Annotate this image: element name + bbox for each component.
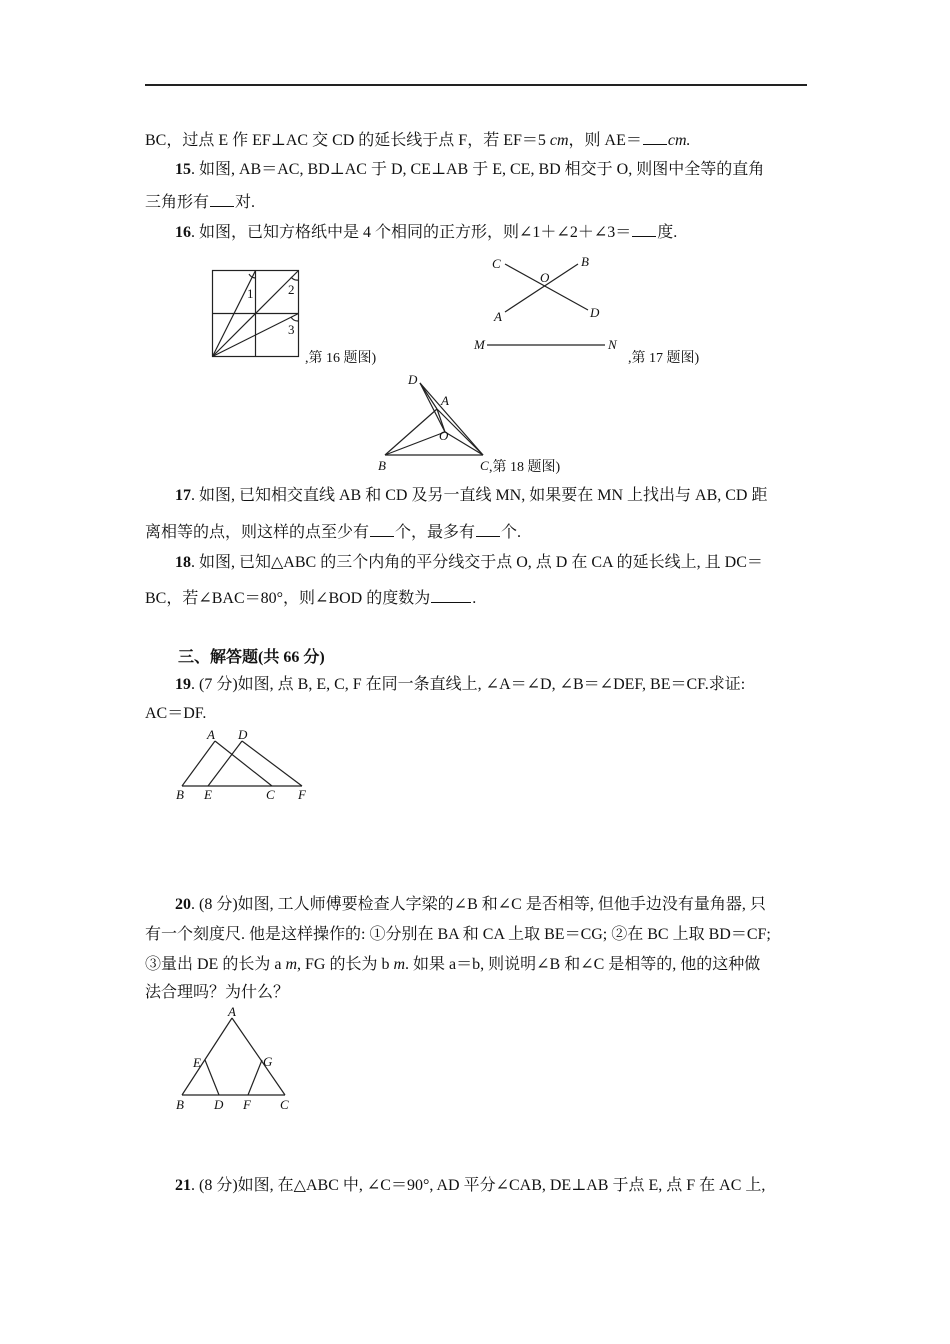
- figure-19-triangles: [172, 728, 322, 808]
- angle-label: 1: [247, 286, 254, 301]
- point-label: B: [176, 1097, 184, 1112]
- q17-line2: 离相等的点，则这样的点至少有 个，最多有 个.: [145, 520, 521, 543]
- point-label: N: [608, 337, 617, 352]
- point-label: D: [238, 727, 248, 742]
- q19-line2: AC＝DF.: [145, 705, 207, 722]
- point-label: C: [266, 787, 275, 802]
- segment-fg: [248, 1060, 262, 1095]
- answer-blank[interactable]: [643, 128, 667, 145]
- bisector-b: [385, 432, 445, 455]
- answer-blank[interactable]: [210, 190, 234, 207]
- figure-18-triangle: [375, 372, 495, 472]
- answer-blank[interactable]: [476, 520, 500, 537]
- segment-dc: [420, 383, 483, 455]
- point-label: E: [193, 1055, 201, 1070]
- q20-line2: 有一个刻度尺. 他是这样操作的: ①分别在 BA 和 CA 上取 BE＝CG; ②在 BC 上取 BD＝CF;: [145, 926, 771, 943]
- point-label: F: [298, 787, 306, 802]
- angle-arc-3: [291, 317, 299, 321]
- figure-16-caption: ,第 16 题图): [305, 351, 377, 366]
- figure-20-truss: [172, 1004, 302, 1114]
- figure-17-caption: ,第 17 题图): [628, 351, 700, 366]
- figure-16-grid: [212, 270, 302, 360]
- point-label: C: [280, 1097, 289, 1112]
- figure-17-lines: [470, 252, 630, 352]
- point-label: O: [439, 428, 449, 443]
- point-label: E: [204, 787, 212, 802]
- side-ac: [215, 741, 272, 786]
- q17-line1: 17. 如图, 已知相交直线 AB 和 CD 及另一直线 MN, 如果要在 MN 上找出与 AB, CD 距: [175, 487, 768, 504]
- header-rule: [145, 84, 807, 86]
- point-label: D: [214, 1097, 224, 1112]
- q21-line1: 21. (8 分)如图, 在△ABC 中, ∠C＝90°, AD 平分∠CAB, DE⊥AB 于点 E, 点 F 在 AC 上,: [175, 1177, 766, 1194]
- point-label: C: [492, 256, 501, 271]
- point-label: M: [474, 337, 485, 352]
- point-label: A: [441, 393, 449, 408]
- q16-line: 16. 如图，已知方格纸中是 4 个相同的正方形，则∠1＋∠2＋∠3＝ 度.: [175, 220, 677, 243]
- angle-label: 2: [288, 282, 295, 297]
- point-label: A: [228, 1004, 236, 1019]
- q18-line1: 18. 如图, 已知△ABC 的三个内角的平分线交于点 O, 点 D 在 CA 的延长线上, 且 DC＝: [175, 554, 763, 571]
- point-label: C: [480, 458, 489, 473]
- answer-blank[interactable]: [431, 586, 471, 603]
- point-label: B: [378, 458, 386, 473]
- q18-line2: BC，若∠BAC＝80°，则∠BOD 的度数为 .: [145, 586, 476, 609]
- side-ed: [208, 741, 242, 786]
- section-heading: 三、解答题(共 66 分): [178, 649, 325, 666]
- point-label: A: [494, 309, 502, 324]
- point-label: A: [207, 727, 215, 742]
- point-label: D: [408, 372, 418, 387]
- side-df: [242, 741, 302, 786]
- figure-18-caption: ,第 18 题图): [489, 460, 561, 475]
- answer-blank[interactable]: [370, 520, 394, 537]
- point-label: F: [243, 1097, 251, 1112]
- answer-blank[interactable]: [632, 220, 656, 237]
- side-ac: [232, 1018, 285, 1095]
- angle-label: 3: [288, 322, 295, 337]
- q20-line4: 法合理吗？为什么？: [145, 984, 290, 1001]
- q15-line2: 三角形有 对.: [145, 190, 255, 213]
- q20-line3: ③量出 DE 的长为 a m, FG 的长为 b m. 如果 a＝b, 则说明∠B 和∠C 是相等的, 他的这种做: [145, 956, 761, 973]
- side-ba: [182, 1018, 232, 1095]
- segment-de: [205, 1060, 219, 1095]
- side-ba: [385, 409, 437, 455]
- point-label: D: [590, 305, 600, 320]
- side-ba: [182, 741, 215, 786]
- angle-arc-2: [291, 277, 299, 280]
- point-label: B: [176, 787, 184, 802]
- q15-line1: 15. 如图, AB＝AC, BD⊥AC 于 D, CE⊥AB 于 E, CE, BD 相交于 O, 则图中全等的直角: [175, 161, 765, 178]
- q19-line1: 19. (7 分)如图, 点 B, E, C, F 在同一条直线上, ∠A＝∠D, ∠B＝∠DEF, BE＝CF.求证:: [175, 676, 746, 693]
- q14-continuation: BC，过点 E 作 EF⊥AC 交 CD 的延长线于点 F，若 EF＝5 cm，则 AE＝ cm.: [145, 128, 691, 151]
- point-label: B: [581, 254, 589, 269]
- q20-line1: 20. (8 分)如图, 工人师傅要检查人字梁的∠B 和∠C 是否相等, 但他手边没有量角器, 只: [175, 896, 766, 913]
- point-label: G: [263, 1054, 273, 1069]
- point-label: O: [540, 270, 550, 285]
